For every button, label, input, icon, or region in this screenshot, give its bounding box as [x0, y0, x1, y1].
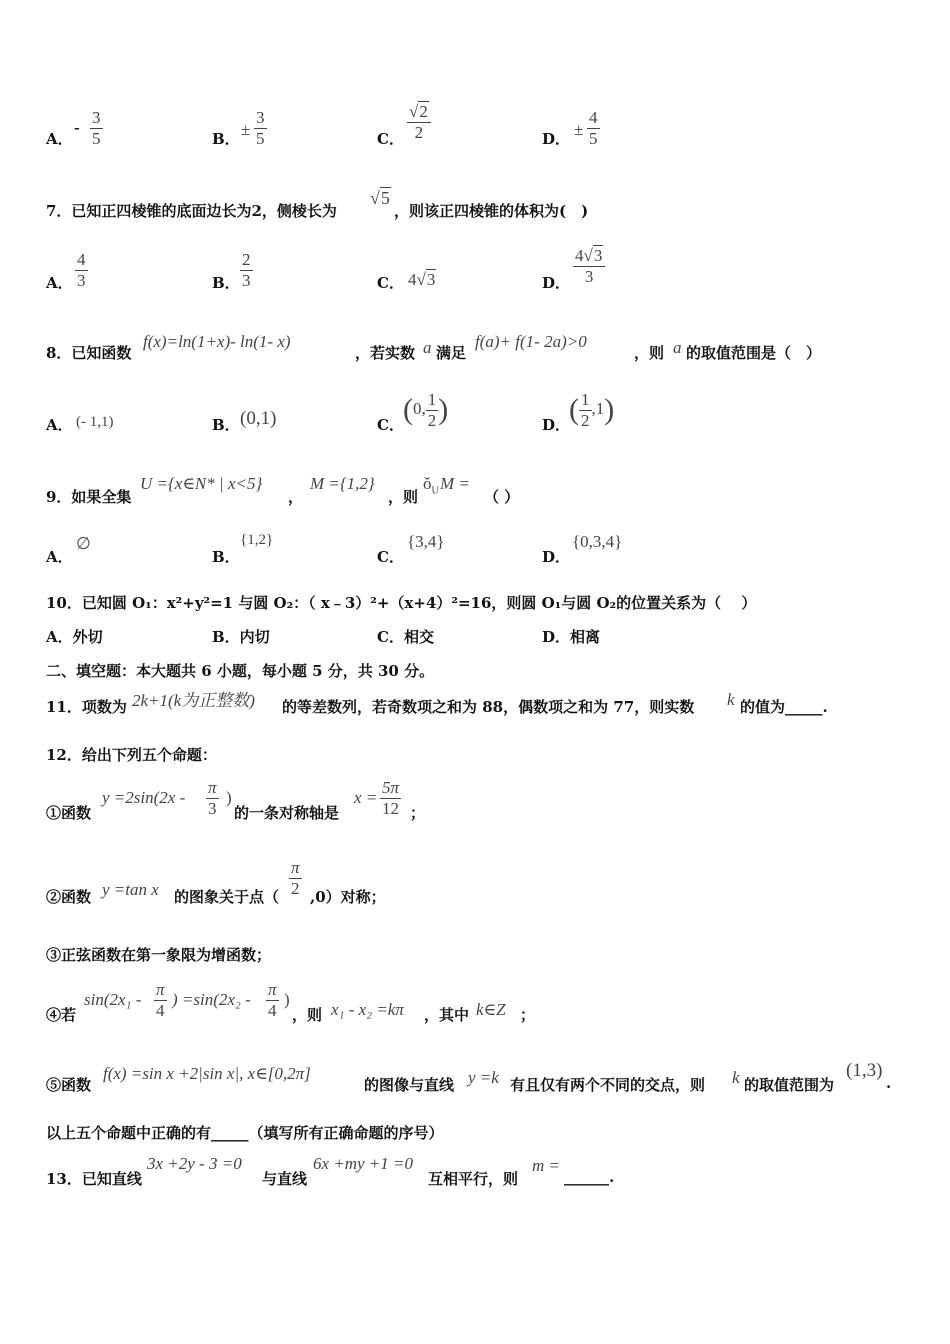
q8-option-b-expr: (0,1) — [240, 408, 277, 429]
q7-option-c-expr: 4√3 — [408, 270, 436, 289]
q10-option-d: D．相离 — [542, 628, 601, 646]
q7-option-b-fraction: $\frac{2}{3}$ — [242, 250, 251, 290]
q7-option-d-fraction: $\frac{4√3}{3}$ — [573, 246, 605, 286]
q13-mid2: 互相平行，则 — [428, 1170, 519, 1188]
q13-mid: 与直线 — [262, 1170, 308, 1188]
q8-option-d-label: D． — [542, 416, 571, 434]
q12-p1-mid: 的一条对称轴是 — [234, 804, 340, 822]
q9-option-c-expr: {3,4} — [407, 532, 445, 551]
q9-set-u: U ={x∈N* | x<5} — [140, 474, 263, 493]
q6-option-d-label: D． — [542, 130, 571, 148]
q9-option-c-label: C． — [377, 548, 404, 566]
q8-no: 8．已知函数 — [46, 344, 132, 362]
q11-expr: 2k+1(k为正整数) — [132, 691, 255, 710]
q9-then: ，则 — [388, 488, 419, 506]
q12-p5-mid: 的图像与直线 — [364, 1076, 455, 1094]
q12-p4-cond: k∈Z — [476, 1000, 506, 1019]
q9-no: 9．如果全集 — [46, 488, 132, 506]
q9-option-b-expr: {1,2} — [240, 532, 274, 548]
q9-blank: （ ） — [484, 488, 520, 506]
q12-p4-end: ； — [520, 1006, 536, 1024]
q8-func: f(x)=ln(1+x)- ln(1- x) — [143, 332, 291, 351]
q13-var: m = — [532, 1156, 560, 1175]
q12-p4-diff: x₁ - x₂ =kπ — [331, 1000, 404, 1019]
q10-option-c: C．相交 — [377, 628, 434, 646]
q9-option-b-label: B． — [212, 548, 240, 566]
q8-option-b-label: B． — [212, 416, 240, 434]
q8-end: 的取值范围是（ ） — [686, 344, 822, 362]
q8-option-c-interval: (0, $\frac{1}{2}$ ) — [403, 390, 449, 430]
q7-stem-b: ，则该正四棱锥的体积为( ) — [394, 202, 589, 220]
q8-option-a-expr: (- 1,1) — [76, 414, 114, 430]
q12-p2-end: ,0）对称； — [310, 888, 386, 906]
q6-option-a-sign: - — [74, 118, 80, 137]
q6-option-b-label: B． — [212, 130, 240, 148]
q12-p4-mark: ④若 — [46, 1006, 77, 1024]
q12-p2-mark: ②函数 — [46, 888, 92, 906]
q10-option-b: B．内切 — [212, 628, 270, 646]
q12-p5-mark: ⑤函数 — [46, 1076, 92, 1094]
q6-option-a-fraction: $\frac{3}{5}$ — [92, 108, 101, 148]
q6-option-b-fraction: $\frac{3}{5}$ — [256, 108, 265, 148]
q9-tail: M = — [440, 474, 470, 493]
q12-p5-end: . — [886, 1074, 892, 1092]
q8-mid2: 满足 — [436, 344, 467, 362]
q6-option-d-fraction: $\frac{4}{5}$ — [589, 108, 598, 148]
q12-p5-range: (1,3) — [846, 1060, 883, 1081]
q13-line-2: 6x +my +1 =0 — [313, 1154, 414, 1173]
q8-cond: f(a)+ f(1- 2a)>0 — [475, 332, 587, 351]
q8-option-c-label: C． — [377, 416, 404, 434]
q9-option-a-label: A． — [46, 548, 73, 566]
q12-p5-mid3: 的取值范围为 — [744, 1076, 835, 1094]
q11-end: 的值为_____. — [740, 698, 828, 716]
q12-p4-mideq: ) =sin(2x₂ - — [172, 990, 251, 1009]
q12-p1-mark: ①函数 — [46, 804, 92, 822]
q12-p1-end: ； — [410, 804, 426, 822]
q9-option-d-expr: {0,3,4} — [572, 532, 623, 551]
q12-p1-fraction: $\frac{\pi}{3}$ — [208, 778, 217, 818]
q7-option-d-label: D． — [542, 274, 571, 292]
q11-mid: 的等差数列，若奇数项之和为 88，偶数项之和为 77，则实数 — [282, 698, 695, 716]
q12-p5-expr: f(x) =sin x +2|sin x|, x∈[0,2π] — [103, 1064, 311, 1083]
q12-p1-expr: y =2sin(2x - — [102, 788, 186, 807]
q6-option-b-sign: ± — [241, 120, 251, 139]
q9-comma: ， — [288, 488, 304, 506]
q8-mid1: ，若实数 — [355, 344, 416, 362]
q8-option-a-label: A． — [46, 416, 73, 434]
q13-line-1: 3x +2y - 3 =0 — [147, 1154, 242, 1173]
q13-no: 13．已知直线 — [46, 1170, 142, 1188]
q10-option-a: A．外切 — [46, 628, 103, 646]
q9-set-m: M ={1,2} — [310, 474, 375, 493]
q7-option-a-label: A． — [46, 274, 73, 292]
q7-stem-a: 7．已知正四棱锥的底面边长为2，侧棱长为 — [46, 202, 337, 220]
q12-p4-fraction: $\frac{\pi}{4}$ — [156, 980, 165, 1020]
q10-text: 10．已知圆 O₁：x²+y²=1 与圆 O₂：（ x﹣3）²+（x+4）²=16，则圆 O₁与圆 O₂的位置关系为（ ） — [46, 594, 757, 612]
q12-p1-close: ) — [226, 788, 232, 807]
q12-p5-mid2: 有且仅有两个不同的交点，则 — [510, 1076, 706, 1094]
q12-p1-fraction-2: $\frac{5\pi}{12}$ — [382, 778, 400, 818]
q12-title: 12．给出下列五个命题： — [46, 746, 217, 764]
q12-p4-then: ，则 — [292, 1006, 323, 1024]
q6-option-c-label: C． — [377, 130, 404, 148]
q6-option-a-label: A． — [46, 130, 73, 148]
q13-end: ______. — [564, 1168, 615, 1186]
q12-p4-where: ，其中 — [424, 1006, 470, 1024]
q12-p4-fraction-2: $\frac{\pi}{4}$ — [268, 980, 277, 1020]
q12-p4-lhs: sin(2x₁ - — [84, 990, 142, 1009]
q11-no: 11．项数为 — [46, 698, 127, 716]
section-2-title: 二、填空题：本大题共 6 小题，每小题 5 分，共 30 分。 — [46, 662, 435, 680]
q9-option-a-expr: ∅ — [76, 534, 91, 553]
q7-option-c-label: C． — [377, 274, 404, 292]
q12-p5-var: k — [732, 1068, 740, 1087]
q8-var-2: a — [673, 338, 682, 357]
q8-option-d-interval: ( $\frac{1}{2}$ ,1) — [569, 390, 615, 430]
q6-option-d-sign: ± — [574, 120, 584, 139]
q12-p2-fraction: $\frac{\pi}{2}$ — [291, 858, 300, 898]
q12-p5-line: y =k — [468, 1068, 499, 1087]
q8-mid3: ，则 — [634, 344, 665, 362]
q12-p2-mid: 的图象关于点（ — [174, 888, 280, 906]
q12-p2-expr: y =tan x — [102, 880, 159, 899]
q12-p4-close: ) — [284, 990, 290, 1009]
q12-p3-text: ③正弦函数在第一象限为增函数； — [46, 946, 272, 964]
q7-sqrt: √5 — [370, 188, 390, 208]
q6-option-c-fraction: $\frac{√2}{2}$ — [407, 102, 431, 142]
q12-p1-xeq: x = — [354, 788, 378, 807]
q12-tail-text: 以上五个命题中正确的有_____（填写所有正确命题的序号） — [46, 1124, 444, 1142]
q11-var: k — [727, 690, 735, 709]
q8-var: a — [423, 338, 432, 357]
q7-option-a-fraction: $\frac{4}{3}$ — [77, 250, 86, 290]
q9-complement: $ǒ_U$ — [423, 474, 439, 497]
q7-option-b-label: B． — [212, 274, 240, 292]
q9-option-d-label: D． — [542, 548, 571, 566]
